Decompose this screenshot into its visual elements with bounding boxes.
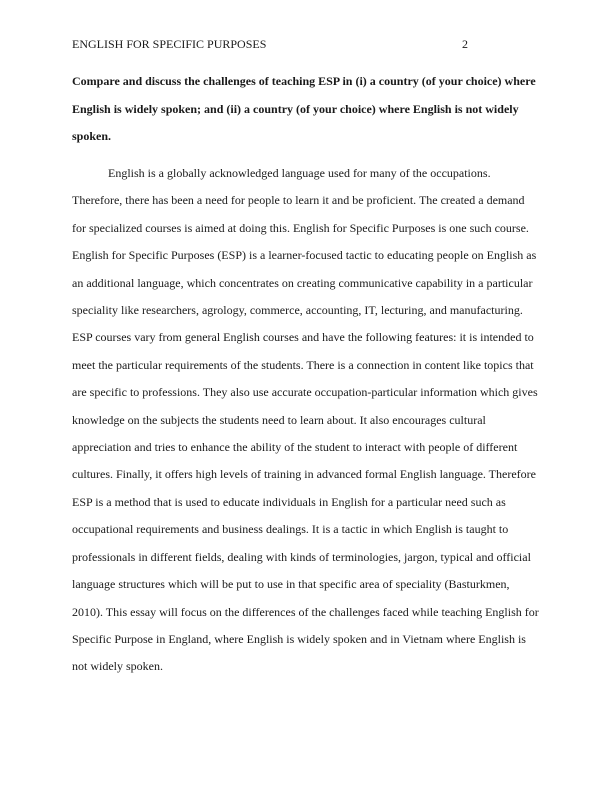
paragraph-line: 2010). This essay will focus on the differences of the challenges faced while teaching English for bbox=[72, 604, 539, 619]
paragraph-line: professionals in different fields, dealing with kinds of terminologies, jargon, typical and official bbox=[72, 549, 531, 564]
paragraph-line: ESP is a method that is used to educate individuals in English for a particular need such as bbox=[72, 494, 506, 509]
paragraph-line: are specific to professions. They also use accurate occupation-particular information which gives bbox=[72, 385, 538, 400]
paragraph-line: speciality like researchers, agrology, commerce, accounting, IT, lecturing, and manufacturing. bbox=[72, 303, 523, 318]
paragraph-line: Therefore, there has been a need for people to learn it and be proficient. The created a demand bbox=[72, 193, 525, 208]
prompt-line: English is widely spoken; and (ii) a country (of your choice) where English is not widely bbox=[72, 101, 519, 116]
paragraph-line: English for Specific Purposes (ESP) is a learner-focused tactic to educating people on English as bbox=[72, 248, 537, 263]
paragraph-line: English is a globally acknowledged language used for many of the occupations. bbox=[108, 166, 491, 180]
page-number: 2 bbox=[462, 37, 468, 51]
paragraph-line: occupational requirements and business dealings. It is a tactic in which English is taught to bbox=[72, 522, 509, 537]
essay-prompt-heading bbox=[72, 68, 542, 151]
prompt-line: Compare and discuss the challenges of teaching ESP in (i) a country (of your choice) where bbox=[72, 74, 536, 88]
paragraph-line: meet the particular requirements of the students. There is a connection in content like topics that bbox=[72, 357, 534, 372]
paragraph-line: appreciation and tries to enhance the ability of the student to interact with people of different bbox=[72, 440, 518, 455]
paragraph-line: an additional language, which concentrates on creating communicative capability in a particular bbox=[72, 275, 533, 290]
running-head-title: ENGLISH FOR SPECIFIC PURPOSES bbox=[72, 37, 267, 51]
paragraph-line: language structures which will be put to use in that specific area of speciality (Basturkmen, bbox=[72, 577, 510, 592]
paragraph-line: ESP courses vary from general English courses and have the following features: it is intended to bbox=[72, 330, 534, 345]
prompt-line: spoken. bbox=[72, 129, 112, 144]
paragraph-line: for specialized courses is aimed at doing this. English for Specific Purposes is one such course. bbox=[72, 220, 529, 235]
paragraph-line: cultures. Finally, it offers high levels of training in advanced formal English language. Therefore bbox=[72, 467, 536, 482]
paragraph-line: knowledge on the subjects the students need to learn about. It also encourages cultural bbox=[72, 412, 486, 427]
paragraph-line: not widely spoken. bbox=[72, 659, 163, 674]
paragraph-line: Specific Purpose in England, where English is widely spoken and in Vietnam where English is bbox=[72, 631, 526, 646]
running-head bbox=[72, 36, 540, 52]
introduction-paragraph bbox=[72, 160, 552, 681]
